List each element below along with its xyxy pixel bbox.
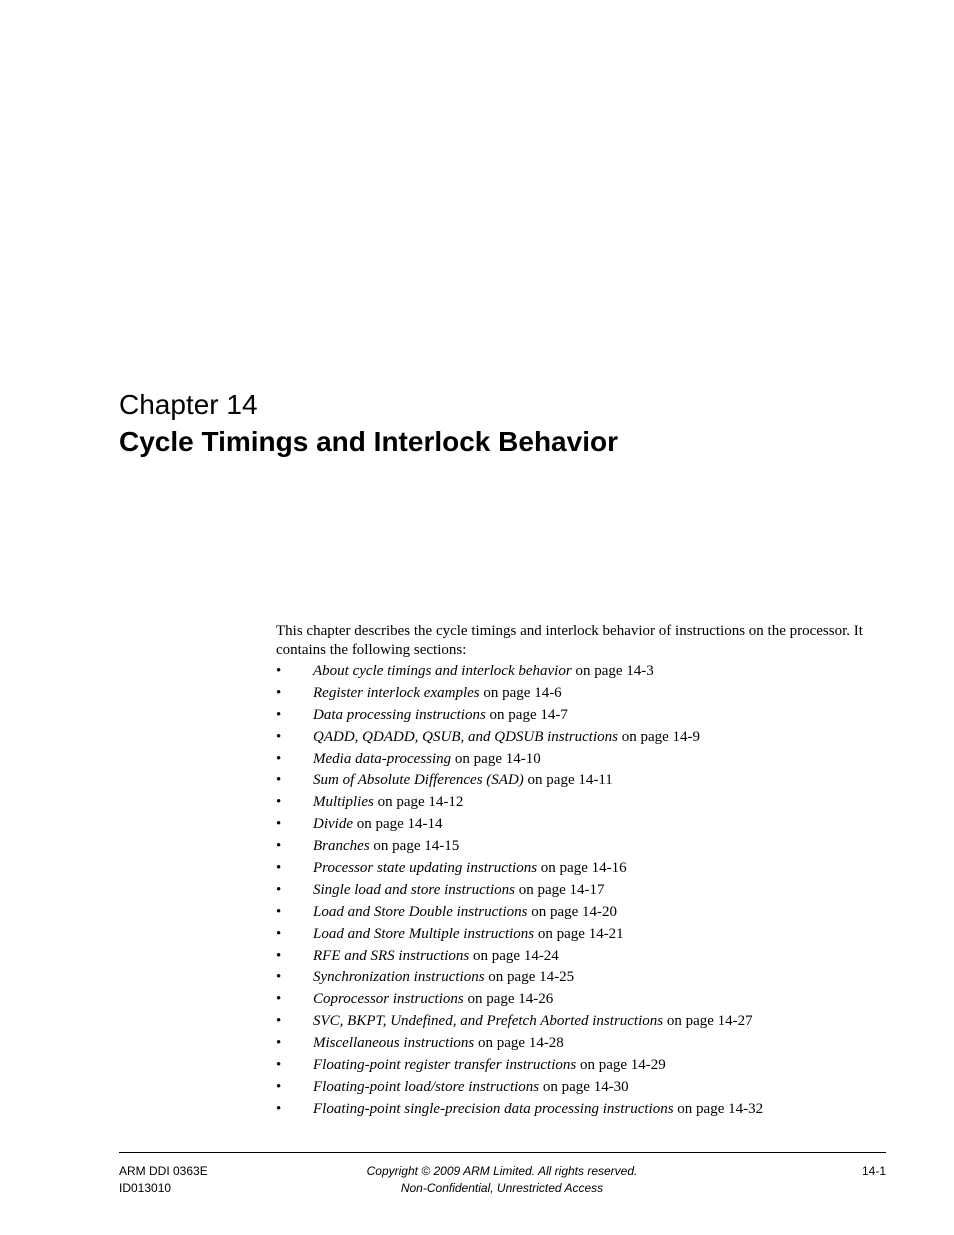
page-reference: on page 14-3: [571, 663, 654, 679]
section-link[interactable]: Branches: [313, 838, 370, 855]
page-reference: on page 14-11: [523, 772, 613, 789]
page-reference: on page 14-10: [451, 750, 541, 767]
bullet: •: [276, 969, 282, 986]
bullet: •: [276, 1078, 282, 1095]
page-reference: on page 14-21: [534, 925, 624, 942]
list-item: [276, 989, 888, 1011]
section-link[interactable]: Single load and store instructions: [313, 881, 515, 898]
page-reference: on page 14-9: [617, 728, 701, 745]
list-item: [276, 880, 888, 902]
section-link[interactable]: SVC, BKPT, Undefined, and Prefetch Aborted instructions: [313, 1013, 664, 1030]
section-link[interactable]: Sum of Absolute Differences (SAD): [313, 772, 524, 789]
page-reference: on page 14-26: [463, 991, 554, 1008]
list-item: [276, 1077, 888, 1099]
page-reference: on page 14-6: [479, 684, 562, 701]
page-reference: on page 14-24: [469, 947, 559, 964]
section-link[interactable]: Floating-point load/store instructions: [313, 1078, 540, 1095]
list-item: [276, 1033, 888, 1055]
page-reference: on page 14-7: [485, 706, 568, 723]
page-reference: on page 14-25: [484, 969, 575, 986]
section-link[interactable]: Synchronization instructions: [313, 969, 485, 986]
list-item: [276, 705, 888, 727]
bullet: •: [276, 991, 282, 1008]
list-item: [276, 727, 888, 749]
bullet: •: [276, 1100, 282, 1117]
bullet: •: [276, 706, 282, 723]
page-reference: on page 14-30: [539, 1078, 629, 1095]
page-reference: on page 14-15: [369, 838, 460, 855]
page-reference: on page 14-20: [527, 903, 618, 920]
section-link[interactable]: Floating-point single-precision data processing instructions: [313, 1100, 674, 1117]
page-reference: on page 14-27: [663, 1013, 753, 1030]
section-link[interactable]: Multiplies: [313, 794, 374, 811]
list-item: [276, 683, 888, 705]
page-reference: on page 14-32: [673, 1100, 764, 1117]
bullet: •: [276, 1035, 282, 1052]
bullet: •: [276, 838, 282, 855]
section-list: [276, 661, 888, 1121]
bullet: •: [276, 925, 282, 942]
bullet: •: [276, 1057, 282, 1074]
bullet: •: [276, 816, 282, 833]
section-link[interactable]: QADD, QDADD, QSUB, and QDSUB instructions: [313, 728, 618, 745]
list-item: [276, 858, 888, 880]
bullet: •: [276, 1013, 282, 1030]
section-link[interactable]: Data processing instructions: [313, 706, 486, 723]
bullet: •: [276, 663, 282, 679]
footer-center: [302, 1163, 702, 1197]
list-item: [276, 814, 888, 836]
section-link[interactable]: Floating-point register transfer instructions: [313, 1057, 577, 1074]
list-item: [276, 967, 888, 989]
page-number: 14-1: [861, 1164, 886, 1178]
chapter-title: Cycle Timings and Interlock Behavior: [119, 426, 618, 457]
bullet: •: [276, 860, 282, 877]
page-reference: on page 14-17: [514, 881, 605, 898]
list-item: [276, 1011, 888, 1033]
doc-id: ID013010: [119, 1181, 172, 1195]
chapter-label: Chapter 14: [119, 389, 258, 420]
section-link[interactable]: Miscellaneous instructions: [313, 1035, 475, 1052]
bullet: •: [276, 903, 282, 920]
section-link[interactable]: Processor state updating instructions: [313, 860, 538, 877]
bullet: •: [276, 794, 282, 811]
page-reference: on page 14-29: [576, 1057, 666, 1074]
list-item: [276, 661, 888, 683]
footer-divider: [119, 1152, 886, 1153]
page-reference: on page 14-16: [537, 860, 627, 877]
intro-paragraph: This chapter describes the cycle timings and interlock behavior of instructions on the processor. It contains the following sections:: [276, 623, 863, 658]
section-link[interactable]: Register interlock examples: [313, 684, 480, 701]
section-link[interactable]: Media data-processing: [313, 750, 452, 767]
section-link[interactable]: Load and Store Double instructions: [313, 903, 528, 920]
doc-number: ARM DDI 0363E: [119, 1164, 208, 1178]
list-item: [276, 749, 888, 771]
list-item: [276, 946, 888, 968]
list-item: [276, 924, 888, 946]
footer-left: [119, 1163, 208, 1197]
bullet: •: [276, 881, 282, 898]
list-item: [276, 902, 888, 924]
list-item: [276, 792, 888, 814]
list-item: [276, 1055, 888, 1077]
bullet: •: [276, 728, 282, 745]
page-reference: on page 14-28: [474, 1035, 564, 1052]
page-reference: on page 14-14: [352, 816, 443, 833]
section-link[interactable]: RFE and SRS instructions: [313, 947, 470, 964]
section-link[interactable]: Load and Store Multiple instructions: [313, 925, 535, 942]
list-item: [276, 1099, 888, 1121]
footer-right: [786, 1163, 886, 1180]
section-link[interactable]: Coprocessor instructions: [313, 991, 464, 1008]
bullet: •: [276, 947, 282, 964]
page-reference: on page 14-12: [373, 794, 464, 811]
section-link[interactable]: Divide: [313, 816, 353, 833]
copyright-notice: Copyright © 2009 ARM Limited. All rights reserved.: [366, 1164, 638, 1178]
bullet: •: [276, 684, 282, 701]
access-notice: Non-Confidential, Unrestricted Access: [400, 1181, 604, 1195]
list-item: [276, 836, 888, 858]
bullet: •: [276, 750, 282, 767]
list-item: [276, 770, 888, 792]
section-link[interactable]: About cycle timings and interlock behavior: [313, 663, 572, 679]
bullet: •: [276, 772, 282, 789]
